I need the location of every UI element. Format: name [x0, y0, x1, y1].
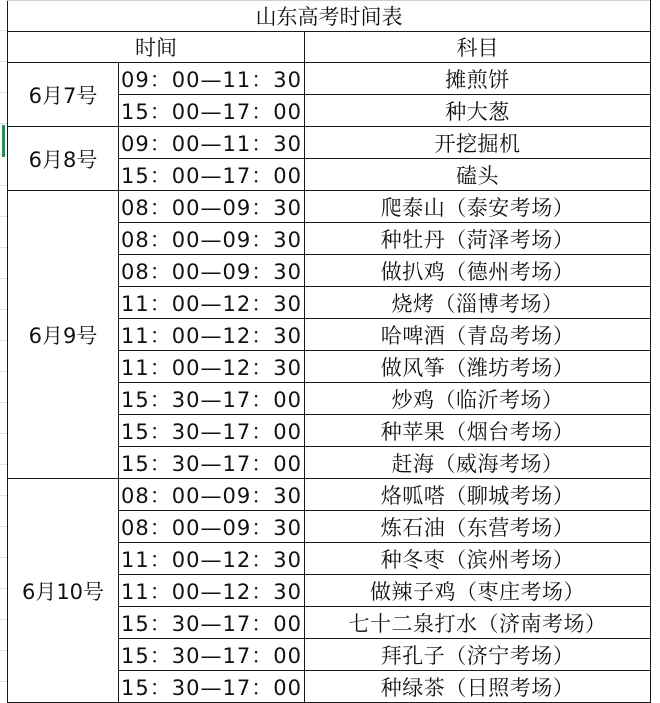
date-cell[interactable]: 6月7号 [8, 63, 119, 127]
time-cell[interactable]: 15：30—17：00 [119, 671, 305, 703]
time-cell[interactable]: 11：00—12：30 [119, 351, 305, 383]
time-cell[interactable]: 09：00—11：30 [119, 63, 305, 95]
time-cell[interactable]: 08：00—09：30 [119, 479, 305, 511]
date-cell[interactable]: 6月9号 [8, 191, 119, 479]
subject-cell[interactable]: 种冬枣（滨州考场） [305, 543, 651, 575]
subject-cell[interactable]: 爬泰山（泰安考场） [305, 191, 651, 223]
time-cell[interactable]: 11：00—12：30 [119, 575, 305, 607]
time-cell[interactable]: 15：30—17：00 [119, 607, 305, 639]
subject-cell[interactable]: 磕头 [305, 159, 651, 191]
subject-cell[interactable]: 炼石油（东营考场） [305, 511, 651, 543]
subject-cell[interactable]: 种苹果（烟台考场） [305, 415, 651, 447]
table-row [8, 127, 651, 159]
row-selection-marker [2, 125, 5, 157]
row-gridlines [0, 0, 7, 699]
subject-cell[interactable]: 种绿茶（日照考场） [305, 671, 651, 703]
subject-cell[interactable]: 种牡丹（菏泽考场） [305, 223, 651, 255]
header-row [8, 32, 651, 63]
time-cell[interactable]: 08：00—09：30 [119, 223, 305, 255]
exam-schedule-table [7, 0, 651, 703]
subject-cell[interactable]: 种大葱 [305, 95, 651, 127]
time-cell[interactable]: 15：30—17：00 [119, 415, 305, 447]
subject-cell[interactable]: 炒鸡（临沂考场） [305, 383, 651, 415]
table-row [8, 63, 651, 95]
subject-cell[interactable]: 做辣子鸡（枣庄考场） [305, 575, 651, 607]
time-cell[interactable]: 08：00—09：30 [119, 511, 305, 543]
subject-cell[interactable]: 烙呱嗒（聊城考场） [305, 479, 651, 511]
header-subject[interactable]: 科目 [305, 32, 651, 63]
time-cell[interactable]: 09：00—11：30 [119, 127, 305, 159]
subject-cell[interactable]: 做扒鸡（德州考场） [305, 255, 651, 287]
date-cell[interactable]: 6月10号 [8, 479, 119, 703]
title-row [8, 1, 651, 32]
time-cell[interactable]: 11：00—12：30 [119, 543, 305, 575]
subject-cell[interactable]: 摊煎饼 [305, 63, 651, 95]
time-cell[interactable]: 15：30—17：00 [119, 383, 305, 415]
header-time[interactable]: 时间 [8, 32, 305, 63]
table-row [8, 191, 651, 223]
table-row [8, 479, 651, 511]
time-cell[interactable]: 08：00—09：30 [119, 191, 305, 223]
time-cell[interactable]: 15：00—17：00 [119, 159, 305, 191]
subject-cell[interactable]: 烧烤（淄博考场） [305, 287, 651, 319]
time-cell[interactable]: 15：00—17：00 [119, 95, 305, 127]
time-cell[interactable]: 15：30—17：00 [119, 447, 305, 479]
time-cell[interactable]: 11：00—12：30 [119, 319, 305, 351]
subject-cell[interactable]: 七十二泉打水（济南考场） [305, 607, 651, 639]
subject-cell[interactable]: 赶海（威海考场） [305, 447, 651, 479]
time-cell[interactable]: 08：00—09：30 [119, 255, 305, 287]
subject-cell[interactable]: 开挖掘机 [305, 127, 651, 159]
table-title[interactable]: 山东高考时间表 [8, 1, 651, 32]
subject-cell[interactable]: 做风筝（潍坊考场） [305, 351, 651, 383]
subject-cell[interactable]: 拜孔子（济宁考场） [305, 639, 651, 671]
date-cell[interactable]: 6月8号 [8, 127, 119, 191]
subject-cell[interactable]: 哈啤酒（青岛考场） [305, 319, 651, 351]
time-cell[interactable]: 11：00—12：30 [119, 287, 305, 319]
time-cell[interactable]: 15：30—17：00 [119, 639, 305, 671]
